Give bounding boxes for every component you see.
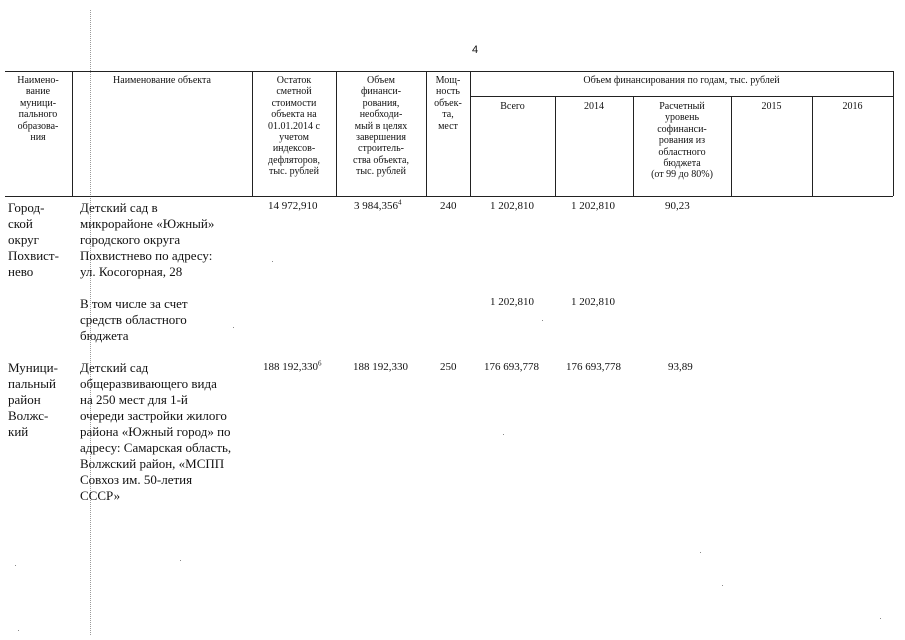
scan-speck — [503, 434, 504, 435]
year-2014-cell: 176 693,778 — [566, 361, 621, 373]
header-capacity: Мощ- ность объек- та, мест — [434, 75, 462, 132]
total-cell: 1 202,810 — [490, 200, 534, 212]
col-divider — [470, 71, 471, 196]
capacity-cell: 250 — [440, 361, 457, 373]
footnote-mark: 4 — [398, 198, 402, 207]
col-divider — [893, 71, 894, 196]
municipality-cell: Муници- пальный район Волжс- кий — [8, 360, 58, 439]
header-municipality: Наимено- вание муници- пального образова- ния — [17, 75, 59, 144]
object-name-cell: Детский сад общеразвивающего вида на 250 мест для 1-й очереди застройки жилого района «Южный город» по адресу: Самарская область, Волжский район, «МСПП Совхоз им. 50-летия СССР» — [80, 360, 232, 503]
header-cofinancing-level: Расчетный уровень софинанси- рования из областного бюджета (от 99 до 80%) — [651, 101, 713, 181]
object-name-cell: Детский сад в микрорайоне «Южный» городского округа Похвистнево по адресу: ул. Косогорная, 28 — [80, 200, 215, 279]
table-top-rule — [5, 71, 893, 72]
col-divider — [72, 71, 73, 196]
scan-speck — [18, 630, 19, 631]
object-name-cell: В том числе за счет средств областного бюджета — [80, 296, 188, 343]
year-2014-cell: 1 202,810 — [571, 200, 615, 212]
remaining-cost-cell — [263, 361, 322, 374]
footnote-mark: 6 — [318, 359, 322, 368]
funding-needed-cell: 188 192,330 — [353, 361, 408, 373]
cofinancing-cell: 93,89 — [668, 361, 693, 373]
year-2014-cell: 1 202,810 — [571, 296, 615, 308]
remaining-cost-cell: 14 972,910 — [268, 200, 318, 212]
header-2014: 2014 — [584, 101, 604, 112]
header-funding-by-year: Объем финансирования по годам, тыс. рублей — [583, 75, 780, 86]
header-funding-needed: Объем финанси- рования, необходи- мый в целях завершения строитель- ства объекта, тыс. рублей — [353, 75, 409, 178]
header-object-name: Наименование объекта — [113, 75, 211, 86]
remaining-cost-value: 188 192,330 — [263, 361, 318, 373]
capacity-cell: 240 — [440, 200, 457, 212]
header-bottom-rule — [5, 196, 893, 197]
municipality-cell: Город- ской округ Похвист- нево — [8, 200, 59, 279]
scan-speck — [542, 320, 543, 321]
scan-speck — [272, 261, 273, 262]
funding-needed-value: 3 984,356 — [354, 200, 398, 212]
scan-speck — [180, 560, 181, 561]
scan-speck — [880, 618, 881, 619]
scan-speck — [722, 585, 723, 586]
header-remaining-cost: Остаток сметной стоимости объекта на 01.01.2014 с учетом индексов- дефляторов, тыс. рублей — [268, 75, 320, 178]
page-number: 4 — [472, 44, 479, 56]
header-total: Всего — [500, 101, 525, 112]
funding-group-rule — [470, 96, 893, 97]
funding-needed-cell — [354, 200, 402, 213]
scan-speck — [233, 327, 234, 328]
scan-speck — [15, 565, 16, 566]
cofinancing-cell: 90,23 — [665, 200, 690, 212]
total-cell: 176 693,778 — [484, 361, 539, 373]
header-2015: 2015 — [761, 101, 782, 112]
scan-speck — [700, 552, 701, 553]
total-cell: 1 202,810 — [490, 296, 534, 308]
header-2016: 2016 — [842, 101, 863, 112]
